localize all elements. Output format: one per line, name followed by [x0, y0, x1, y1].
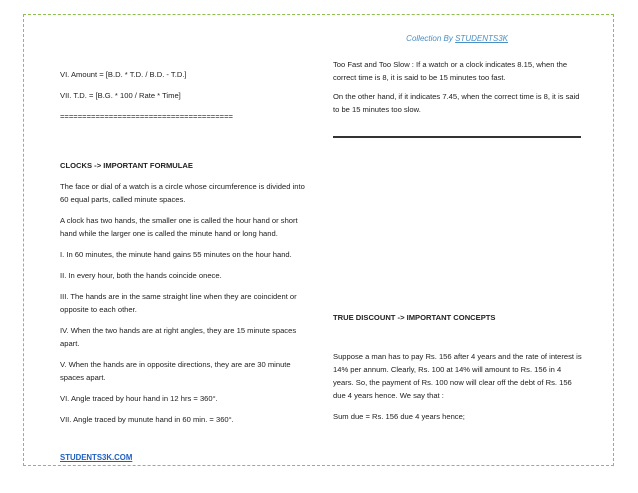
- para-rule-i: I. In 60 minutes, the minute hand gains 55 minutes on the hour hand.: [60, 250, 292, 259]
- students3k-header-link[interactable]: STUDENTS3K: [455, 34, 508, 43]
- para-rule-iv: IV. When the two hands are at right angles, they are 15 minute spaces apart.: [60, 326, 297, 348]
- para-hands: A clock has two hands, the smaller one is called the hour hand or short hand while the larger one is called the minute hand or long hand.: [60, 216, 298, 238]
- para-suppose: Suppose a man has to pay Rs. 156 after 4 years and the rate of interest is 14% per annum. Clearly, Rs. 100 at 14% will amount to Rs. 156 in 4 years. So, the payment of Rs. 100 now will clear off the debt of Rs. 156 due 4 years hence. We say that :: [333, 352, 582, 400]
- para-too-slow: On the other hand, if it indicates 7.45, when the correct time is 8, it is said to be 15 minutes too slow.: [333, 92, 580, 114]
- formula-td: VII. T.D. = [B.G. * 100 / Rate * Time]: [60, 91, 181, 100]
- para-rule-ii: II. In every hour, both the hands coincide onece.: [60, 271, 222, 280]
- collection-credit: [406, 34, 508, 43]
- para-face: The face or dial of a watch is a circle whose circumference is divided into 60 equal parts, called minute spaces.: [60, 182, 305, 204]
- left-column: [60, 68, 315, 426]
- formula-amount: VI. Amount = [B.D. * T.D. / B.D. - T.D.]: [60, 70, 187, 79]
- para-rule-v: V. When the hands are in opposite directions, they are are 30 minute spaces apart.: [60, 360, 291, 382]
- students3k-footer-link[interactable]: STUDENTS3K.COM: [60, 453, 133, 462]
- true-discount-heading: TRUE DISCOUNT -> IMPORTANT CONCEPTS: [333, 313, 496, 322]
- horizontal-rule: [333, 136, 581, 138]
- para-rule-vii: VII. Angle traced by munute hand in 60 min. = 360°.: [60, 415, 234, 424]
- para-rule-iii: III. The hands are in the same straight line when they are coincident or opposite to each other.: [60, 292, 297, 314]
- para-too-fast: Too Fast and Too Slow : If a watch or a clock indicates 8.15, when the correct time is 8, it is said to be 15 minutes too fast.: [333, 60, 568, 82]
- collection-prefix: Collection By: [406, 34, 456, 43]
- right-column: [333, 58, 583, 421]
- para-rule-vi: VI. Angle traced by hour hand in 12 hrs = 360°.: [60, 394, 218, 403]
- separator-line: =======================================: [60, 112, 233, 121]
- clocks-heading: CLOCKS -> IMPORTANT FORMULAE: [60, 161, 193, 170]
- para-sum-due: Sum due = Rs. 156 due 4 years hence;: [333, 412, 465, 421]
